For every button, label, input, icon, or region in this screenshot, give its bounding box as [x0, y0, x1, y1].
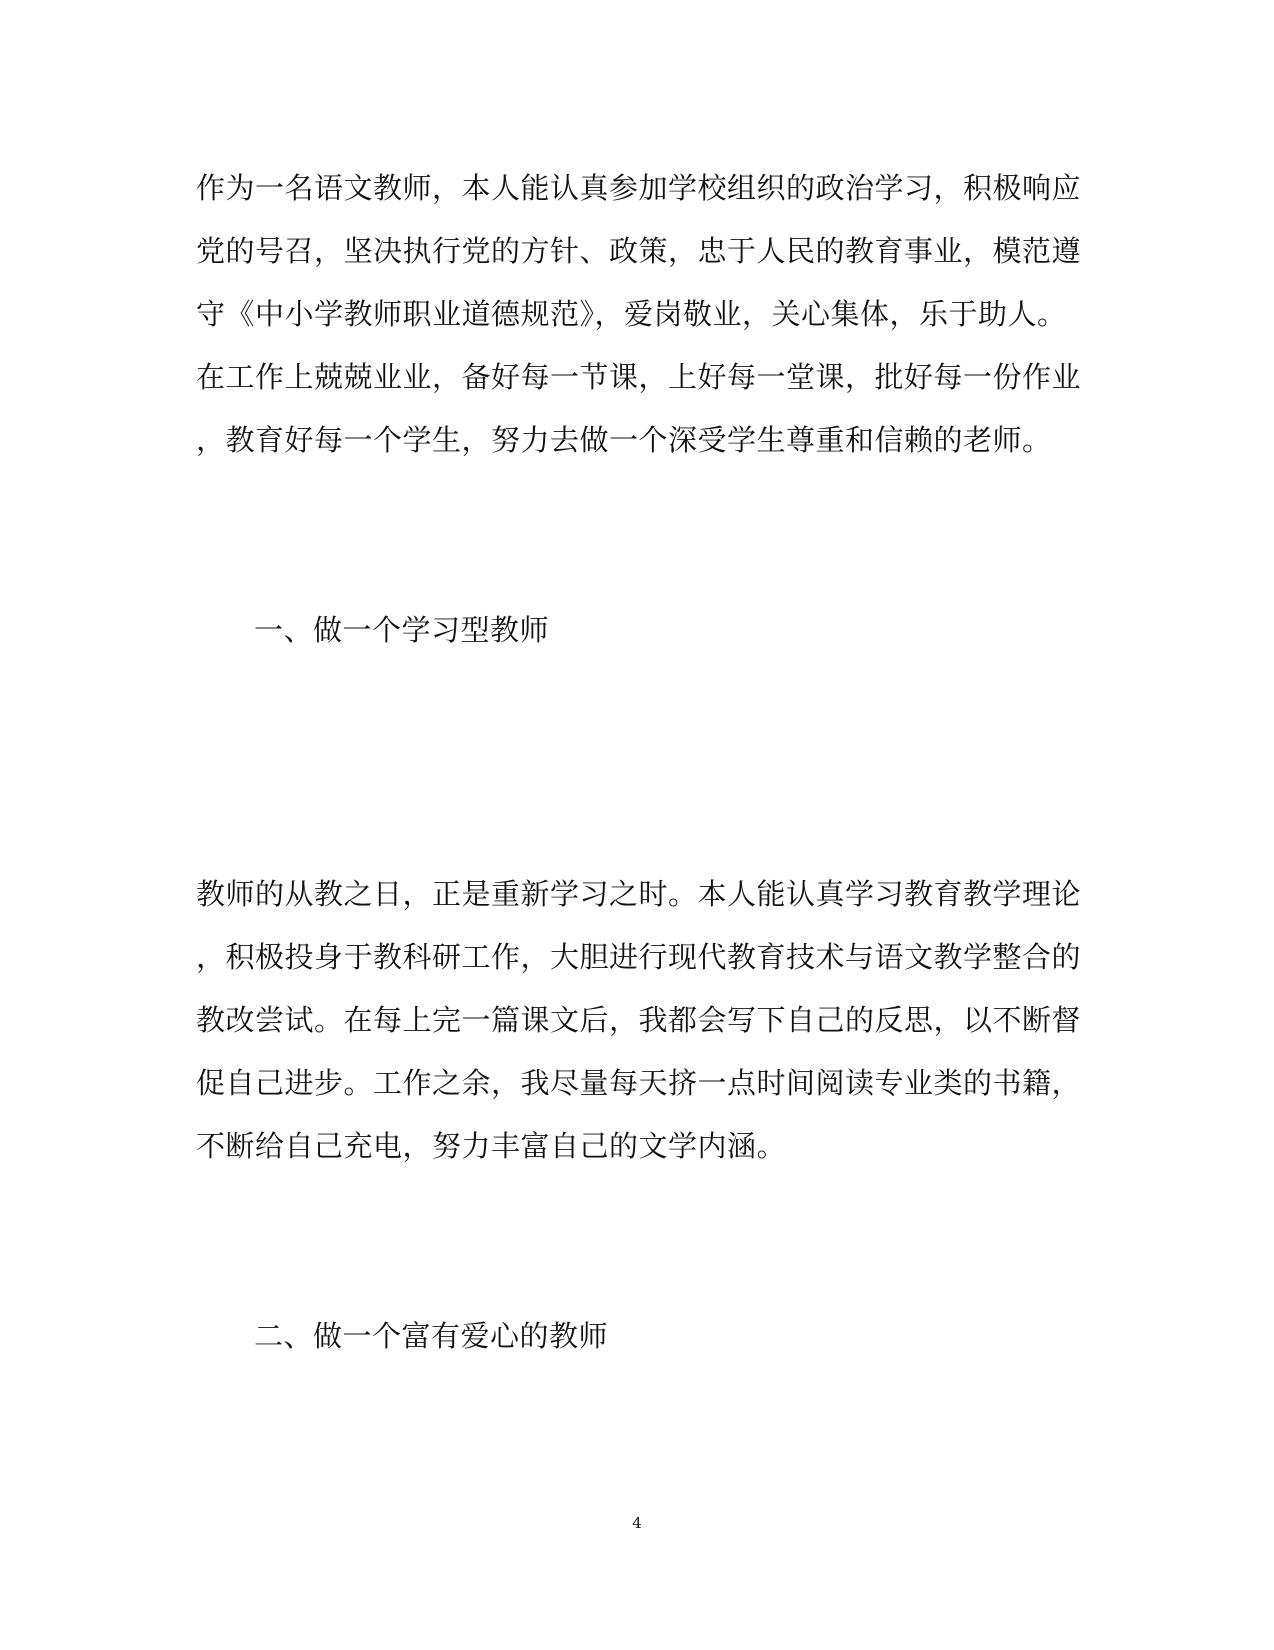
paragraph-line: 教改尝试。在每上完一篇课文后，我都会写下自己的反思，以不断督 — [196, 1003, 1082, 1037]
paragraph-line: ，教育好每一个学生，努力去做一个深受学生尊重和信赖的老师。 — [196, 423, 1052, 457]
paragraph-line: 守《中小学教师职业道德规范》，爱岗敬业，关心集体，乐于助人。 — [196, 297, 1067, 331]
paragraph-line: ，积极投身于教科研工作，大胆进行现代教育技术与语文教学整合的 — [196, 940, 1082, 974]
page-number: 4 — [632, 1514, 642, 1532]
section-heading-2: 二、做一个富有爱心的教师 — [254, 1319, 609, 1353]
paragraph-line: 教师的从教之日，正是重新学习之时。本人能认真学习教育教学理论 — [196, 877, 1082, 911]
paragraph-line: 在工作上兢兢业业，备好每一节课，上好每一堂课，批好每一份作业 — [196, 360, 1082, 394]
paragraph-line: 作为一名语文教师，本人能认真参加学校组织的政治学习，积极响应 — [196, 171, 1082, 205]
paragraph-line: 不断给自己充电，努力丰富自己的文学内涵。 — [196, 1129, 787, 1163]
paragraph-line: 党的号召，坚决执行党的方针、政策，忠于人民的教育事业，模范遵 — [196, 234, 1082, 268]
section-heading-1: 一、做一个学习型教师 — [254, 613, 550, 647]
paragraph-line: 促自己进步。工作之余，我尽量每天挤一点时间阅读专业类的书籍， — [196, 1066, 1082, 1100]
